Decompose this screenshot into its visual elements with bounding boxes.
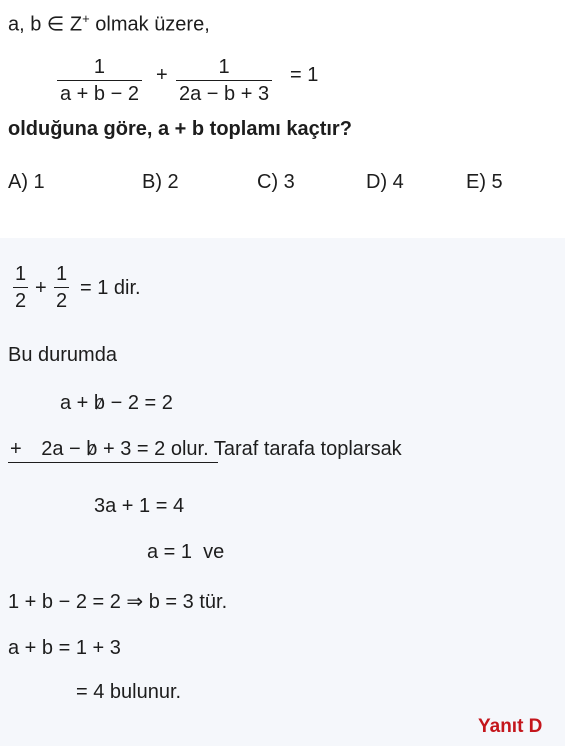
option-d[interactable]: D) 4 (366, 171, 404, 193)
fraction-1-numerator: 1 (93, 56, 106, 78)
option-c[interactable]: C) 3 (257, 171, 295, 193)
eq2-plus-sign: + (10, 438, 22, 460)
option-e[interactable]: E) 5 (466, 171, 503, 193)
half-2-denominator: 2 (54, 287, 69, 311)
intro-element-of: ∈ (46, 13, 65, 36)
solution-ab-line: a + b = 1 + 3 (8, 637, 121, 659)
solution-sum-result: 3a + 1 = 4 (94, 495, 185, 517)
fraction-2-numerator: 1 (218, 56, 230, 78)
addition-rule-line (8, 462, 218, 463)
solution-half-1 (13, 264, 28, 311)
solution-half-plus: + (35, 277, 47, 299)
intro-rest: olmak üzere, (95, 13, 210, 36)
half-2-numerator: 1 (56, 263, 68, 285)
solution-equation-2 (10, 439, 402, 459)
question-fraction-1 (57, 57, 142, 104)
answer-label: Yanıt D (478, 716, 543, 737)
eq2-rest: + 3 = 2 olur. Taraf tarafa toplarsak (102, 438, 402, 460)
solution-bu-durumda: Bu durumda (8, 344, 117, 366)
solution-panel (0, 238, 565, 746)
question-plus: + (156, 64, 168, 86)
question-intro (8, 12, 210, 35)
solution-equation-1 (60, 393, 173, 413)
solution-a-result: a = 1 ve (147, 541, 225, 563)
option-a[interactable]: A) 1 (8, 171, 45, 193)
solution-half-rest: = 1 dir. (80, 277, 141, 299)
eq1-rest: − 2 = 2 (110, 392, 173, 414)
fraction-1-denominator: a + b − 2 (57, 80, 142, 104)
question-fraction-2 (176, 57, 272, 104)
eq2-a-term: 2a − (41, 438, 81, 460)
eq1-cancelled-b: b (93, 392, 106, 414)
solution-final-line: = 4 bulunur. (76, 681, 182, 703)
half-1-denominator: 2 (13, 287, 28, 311)
fraction-2-denominator: 2a − b + 3 (176, 80, 272, 104)
option-b[interactable]: B) 2 (142, 171, 179, 193)
intro-vars: a, b (8, 13, 42, 36)
half-1-numerator: 1 (15, 263, 27, 285)
eq1-a-term: a + (60, 392, 89, 414)
solution-b-line: 1 + b − 2 = 2 ⇒ b = 3 tür. (8, 591, 228, 613)
intro-set: Z (69, 13, 83, 36)
question-equals-one: = 1 (290, 64, 319, 86)
solution-half-2 (54, 264, 69, 311)
question-prompt: olduğuna göre, a + b toplamı kaçtır? (8, 118, 352, 140)
eq2-cancelled-b: b (86, 438, 98, 460)
intro-set-sup: + (82, 11, 90, 26)
